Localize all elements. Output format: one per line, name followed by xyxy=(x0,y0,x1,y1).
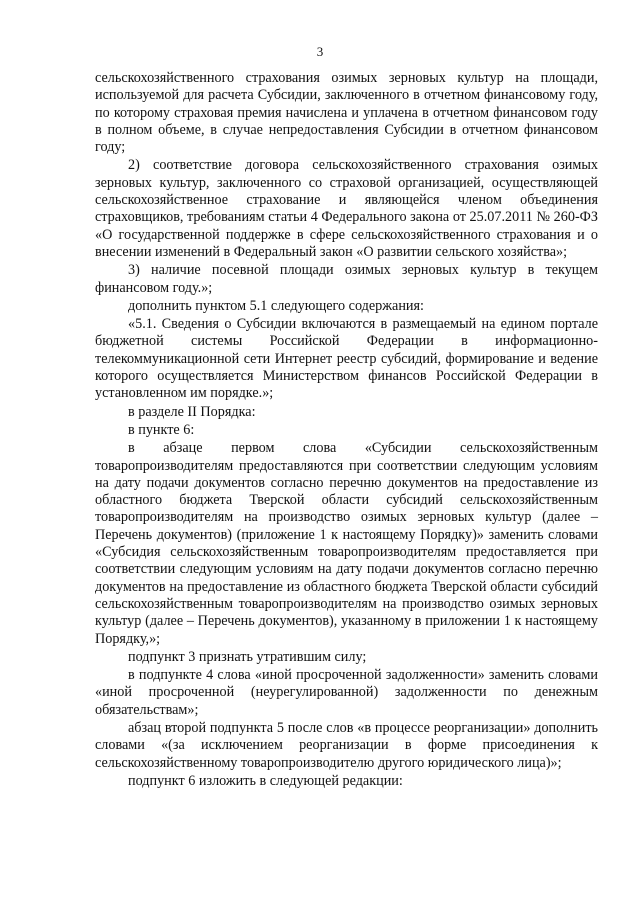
paragraph-12: подпункт 6 изложить в следующей редакции: xyxy=(128,772,403,789)
document-body xyxy=(95,70,598,791)
paragraph-9: подпункт 3 признать утратившим силу; xyxy=(128,648,367,665)
paragraph-3: 3) наличие посевной площади озимых зерновых культур в текущем финансовом году.»; xyxy=(95,262,598,296)
paragraph-5: «5.1. Сведения о Субсидии включаются в размещаемый на едином портале бюджетной системы Российской Федерации в информационно-телекоммуникационной сети Интернет реестр субсидий, формирование и ведение которого осуществляется Министерством финансов Российской Федерации в установленном им порядке.»; xyxy=(95,316,598,402)
paragraph-8: в абзаце первом слова «Субсидии сельскохозяйственным товаропроизводителям предоставляются при соответствии следующим условиям на дату подачи документов согласно перечню документов на предоставление из областного бюджета Тверской области субсидий сельскохозяйственным товаропроизводителям на производство озимых зерновых культур (далее – Перечень документов) (приложение 1 к настоящему Порядку)» заменить словами «Субсидия сельскохозяйственным товаропроизводителям предоставляется при соответствии следующим условиям на дату подачи документов согласно перечню документов на предоставление из областного бюджета Тверской области субсидий сельскохозяйственным товаропроизводителям на производство озимых зерновых культур (далее – Перечень документов), указанному в приложении 1 к настоящему Порядку,»; xyxy=(95,440,598,647)
paragraph-2: 2) соответствие договора сельскохозяйственного страхования озимых зерновых культур, заключенного со страховой организацией, осуществляющей сельскохозяйственное страхование и являющейся членом объединения страховщиков, требованиям статьи 4 Федерального закона от 25.07.2011 № 260-ФЗ «О государственной поддержке в сфере сельскохозяйственного страхования и о внесении изменений в Федеральный закон «О развитии сельского хозяйства»; xyxy=(95,157,598,260)
paragraph-1: сельскохозяйственного страхования озимых зерновых культур на площади, используемой для расчета Субсидии, заключенного в отчетном финансовому году, по которому страховая премия начислена и уплачена в отчетном финансовом году в полном объеме, в случае непредоставления Субсидии в отчетном финансовом году; xyxy=(95,70,598,156)
paragraph-6: в разделе II Порядка: xyxy=(128,403,256,420)
paragraph-10: в подпункте 4 слова «иной просроченной задолженности» заменить словами «иной просроченной (неурегулированной) задолженности по денежным обязательствам»; xyxy=(95,667,598,718)
paragraph-11: абзац второй подпункта 5 после слов «в процессе реорганизации» дополнить словами «(за исключением реорганизации в форме присоединения к сельскохозяйственному товаропроизводителю другого юридического лица)»; xyxy=(95,719,598,771)
paragraph-7: в пункте 6: xyxy=(128,421,195,438)
page-number: 3 xyxy=(316,44,324,59)
paragraph-4: дополнить пунктом 5.1 следующего содержания: xyxy=(128,297,424,314)
